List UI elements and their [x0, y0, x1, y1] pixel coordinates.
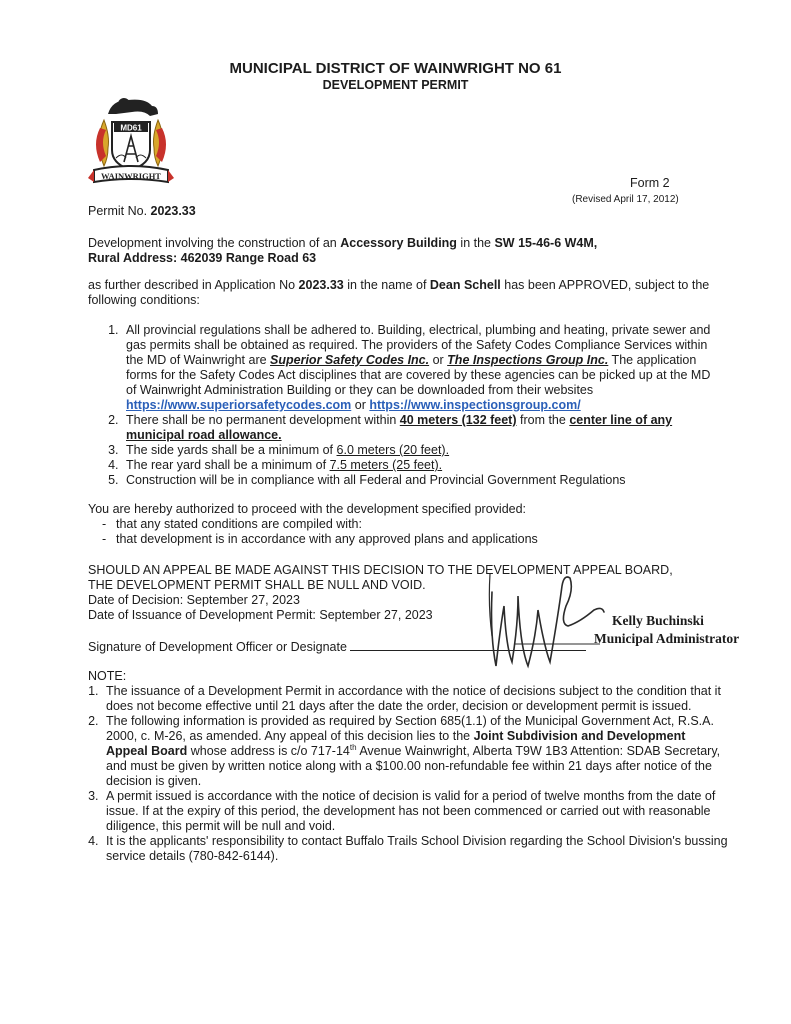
- condition-item: [122, 473, 712, 488]
- condition-1-or-2: or: [351, 398, 370, 412]
- note-item: [102, 834, 730, 864]
- application-statement: [88, 278, 718, 308]
- appeal-warning-line-2: THE DEVELOPMENT PERMIT SHALL BE NULL AND VOID.: [88, 578, 426, 592]
- notes-list: [88, 684, 730, 864]
- note-1-text: The issuance of a Development Permit in accordance with the notice of decisions subject to the condition that it does not become effective until 21 days after the date the order, decision or development permit is issued.: [106, 684, 721, 713]
- crest-banner-text: WAINWRIGHT: [101, 171, 161, 181]
- authorization-item: - that any stated conditions are compiled with:: [88, 517, 728, 532]
- signatory-name: Kelly Buchinski: [612, 613, 704, 628]
- condition-2-road-allowance: center line of any municipal road allowance.: [126, 413, 673, 442]
- rural-address-value: 462039 Range Road 63: [180, 251, 317, 265]
- authorization-section: [88, 502, 728, 547]
- authorization-list: [88, 517, 728, 547]
- crest-top-text: MD61: [120, 123, 142, 133]
- appeal-warning-line-1: SHOULD AN APPEAL BE MADE AGAINST THIS DECISION TO THE DEVELOPMENT APPEAL BOARD,: [88, 563, 673, 577]
- note-3-text: A permit issued is accordance with the notice of decision is valid for a period of twelve months from the date of issue. If at the expiry of this period, the development has not been commenced or carried out with reasonable diligence, this permit will be null and void.: [106, 789, 716, 833]
- conditions-section: [102, 323, 712, 488]
- permit-number-label: Permit No.: [88, 204, 148, 218]
- application-number: 2023.33: [298, 278, 344, 292]
- condition-item: [122, 458, 712, 473]
- provider-superior-safety: Superior Safety Codes Inc.: [270, 353, 430, 367]
- condition-3-text: The side yards shall be a minimum of: [126, 443, 337, 457]
- condition-5-text: Construction will be in compliance with all Federal and Provincial Government Regulations: [126, 473, 626, 487]
- form-number: Form 2: [630, 176, 670, 190]
- provider-inspections-group: The Inspections Group Inc.: [447, 353, 609, 367]
- form-revised-date: (Revised April 17, 2012): [572, 194, 679, 205]
- condition-2-text: There shall be no permanent development within: [126, 413, 400, 427]
- permit-number-value: 2023.33: [150, 204, 196, 218]
- appeal-board-name: Joint Subdivision and Development Appeal Board: [106, 729, 686, 758]
- handwritten-signature: [484, 566, 608, 682]
- condition-item: [122, 413, 712, 443]
- condition-4-text: The rear yard shall be a minimum of: [126, 458, 330, 472]
- note-2-superscript: th: [349, 742, 357, 752]
- application-prefix: as further described in Application No: [88, 278, 299, 292]
- condition-1-or: or: [429, 353, 448, 367]
- development-building: Accessory Building: [340, 236, 457, 250]
- decision-date: Date of Decision: September 27, 2023: [88, 593, 300, 607]
- conditions-list: [102, 323, 712, 488]
- condition-4-value: 7.5 meters (25 feet).: [329, 458, 443, 472]
- note-item: [102, 789, 730, 834]
- applicant-name: Dean Schell: [429, 278, 501, 292]
- issuance-date: Date of Issuance of Development Permit: September 27, 2023: [88, 608, 433, 622]
- inspections-group-link[interactable]: https://www.inspectionsgroup.com/: [369, 398, 581, 412]
- note-2-address: whose address is c/o 717-14: [187, 744, 350, 758]
- condition-2-mid: from the: [516, 413, 570, 427]
- superior-safety-link[interactable]: https://www.superiorsafetycodes.com: [126, 398, 352, 412]
- note-item: [102, 714, 730, 789]
- development-mid: in the: [456, 236, 495, 250]
- condition-3-value: 6.0 meters (20 feet).: [336, 443, 450, 457]
- note-4-text: It is the applicants' responsibility to contact Buffalo Trails School Division regarding the School Division's bussing service details (780-842-6144).: [106, 834, 728, 863]
- development-location: SW 15-46-6 W4M,: [494, 236, 598, 250]
- condition-item: [122, 443, 712, 458]
- authorization-item: - that development is in accordance with any approved plans and applications: [88, 532, 728, 547]
- note-item: [102, 684, 730, 714]
- condition-1-text: All provincial regulations shall be adhered to. Building, electrical, plumbing and heating, private sewer and gas permits shall be obtained as required. The providers of the Safety Codes Compliance Services within the MD of Wainwright are: [126, 323, 711, 367]
- permit-number-line: [88, 204, 196, 219]
- application-mid: in the name of: [343, 278, 430, 292]
- note-2-text-c: Avenue Wainwright, Alberta T9W 1B3 Attention: SDAB Secretary, and must be given by written notice along with a $100.00 non-refundable fee within 21 days after notice of the decision is given.: [106, 744, 721, 788]
- md-wainwright-crest-logo: [88, 92, 174, 192]
- development-description: [88, 236, 728, 266]
- application-suffix: has been APPROVED, subject to the following conditions:: [88, 278, 710, 307]
- condition-1-text-b: The application forms for the Safety Codes Act disciplines that are covered by these agencies can be picked up at the MD of Wainwright Administration Building or they can be downloaded from their websites: [126, 353, 711, 397]
- notes-heading: NOTE:: [88, 669, 127, 683]
- page-title: MUNICIPAL DISTRICT OF WAINWRIGHT NO 61: [229, 60, 562, 77]
- signatory-title: Municipal Administrator: [594, 631, 740, 646]
- notes-section: [88, 669, 730, 864]
- note-2-text: The following information is provided as required by Section 685(1.1) of the Municipal Government Act, R.S.A. 2000, c. M-26, as amended. Any appeal of this decision lies to the: [106, 714, 714, 743]
- signature-label: Signature of Development Officer or Designate: [88, 640, 347, 654]
- development-prefix: Development involving the construction of an: [88, 236, 341, 250]
- authorization-intro: You are hereby authorized to proceed with the development specified provided:: [88, 502, 527, 516]
- condition-2-distance: 40 meters (132 feet): [399, 413, 517, 427]
- condition-item: [122, 323, 712, 413]
- rural-address-label: Rural Address:: [88, 251, 178, 265]
- page-subtitle: DEVELOPMENT PERMIT: [322, 78, 469, 92]
